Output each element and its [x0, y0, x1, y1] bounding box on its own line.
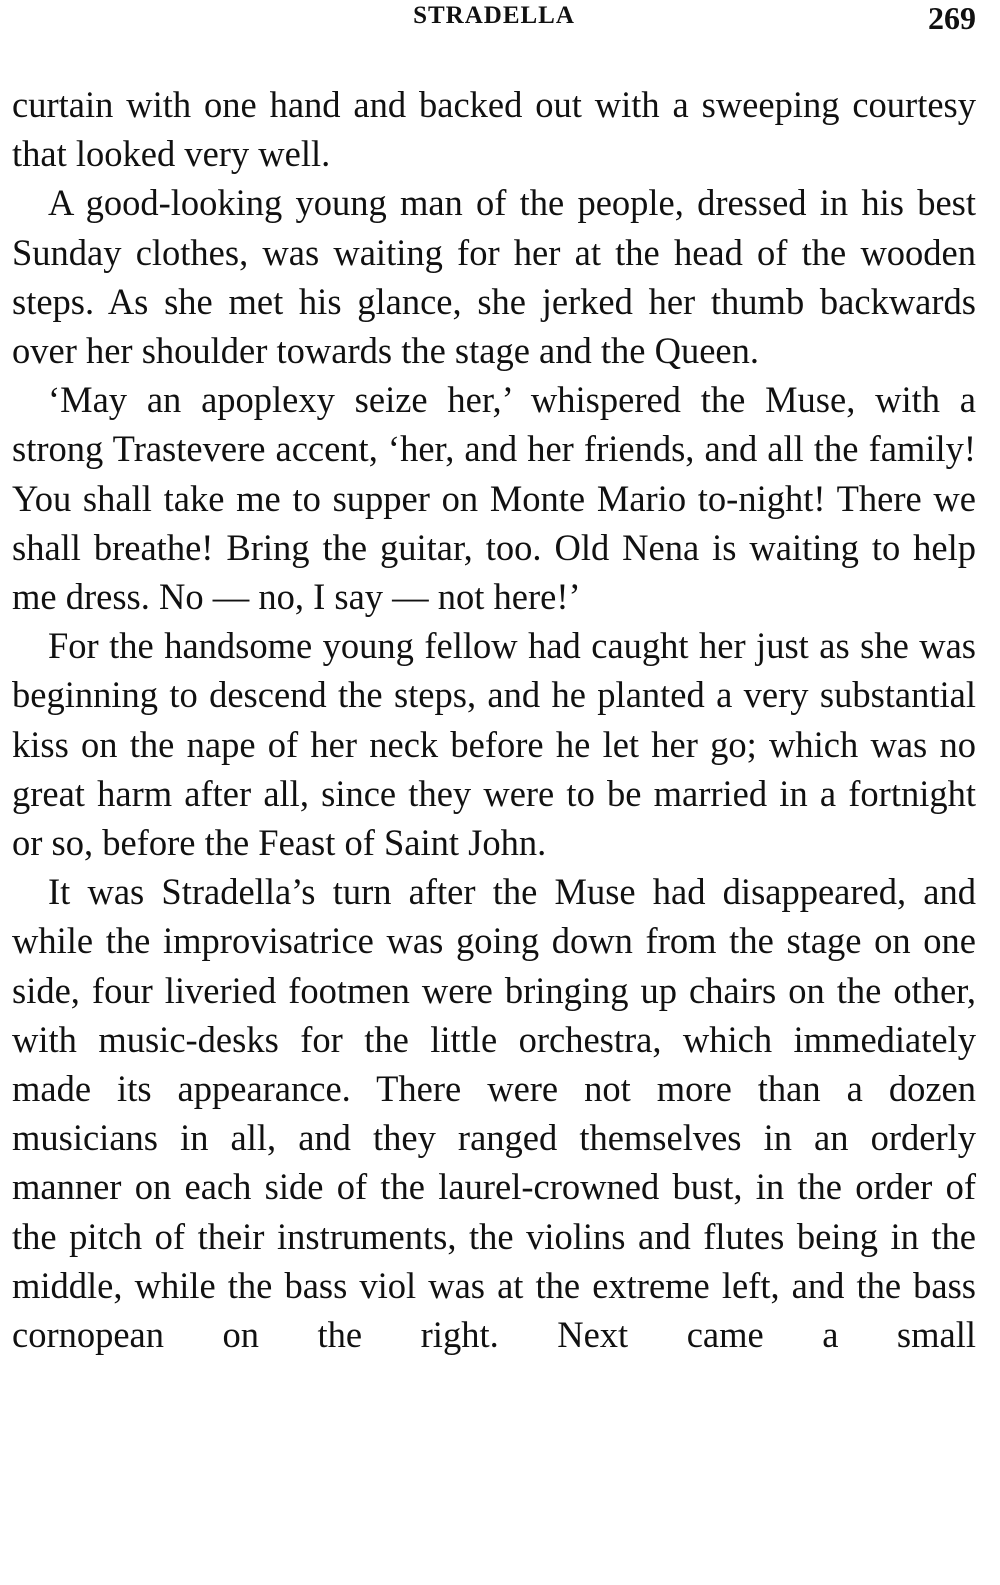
body-text: [12, 80, 976, 1359]
book-page: [12, 0, 976, 1585]
paragraph-3: ‘May an apoplexy seize her,’ whispered the Muse, with a strong Trastevere accent, ‘her, and her friends, and all the family! You shall take me to supper on Monte Mario to-night! There we shall breathe! Bring the guitar, too. Old Nena is waiting to help me dress. No — no, I say — not here!’: [12, 379, 976, 618]
paragraph-1: curtain with one hand and backed out with a sweeping courtesy that looked very well.: [12, 84, 976, 175]
running-title: STRADELLA: [413, 2, 575, 29]
page-number: 269: [928, 0, 976, 36]
paragraph-5: It was Stradella’s turn after the Muse had disappeared, and while the improvisatrice was going down from the stage on one side, four liveried footmen were bringing up chairs on the other, with music-desks for the little orchestra, which immediately made its appearance. There were not more than a dozen musicians in all, and they ranged themselves in an orderly manner on each side of the laurel-crowned bust, in the order of the pitch of their instruments, the violins and flutes being in the middle, while the bass viol was at the extreme left, and the bass cornopean on the right. Next came a small: [12, 871, 976, 1356]
paragraph-4: For the handsome young fellow had caught her just as she was beginning to descend the steps, and he planted a very substantial kiss on the nape of her neck before he let her go; which was no great harm after all, since they were to be married in a fortnight or so, before the Feast of Saint John.: [12, 625, 976, 864]
page-header: [12, 0, 976, 60]
paragraph-2: A good-looking young man of the people, dressed in his best Sunday clothes, was waiting for her at the head of the wooden steps. As she met his glance, she jerked her thumb backwards over her shoulder towards the stage and the Queen.: [12, 182, 976, 372]
